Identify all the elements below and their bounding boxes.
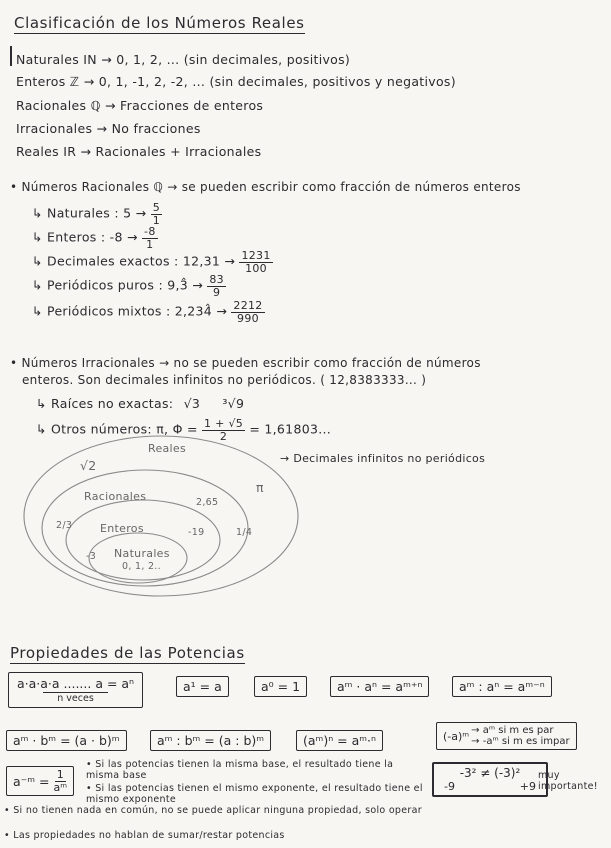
potencia-pot-pot: (aᵐ)ⁿ = aᵐ·ⁿ [296,730,383,751]
racional-item-enteros [32,226,158,250]
example-box [432,762,548,797]
page-title: Clasificación de los Números Reales [14,14,305,32]
set-irracionales: Irracionales → No fracciones [16,121,201,136]
note-mismo-exponente: • Si las potencias tienen el mismo exponente, el resultado tiene el mismo exponente [86,783,423,805]
racional-item-decimales [32,250,273,274]
def-sub: n veces [43,692,108,704]
label-sqrt2: √2 [80,458,97,473]
irracionales-line2: enteros. Son decimales infinitos no periódicos. ( 12,8383333... ) [22,373,427,387]
fraction [239,250,272,274]
raiz-3: √3 [183,396,201,411]
label-reales: Reales [148,442,187,455]
racional-item-periodicos-mixtos [32,300,265,324]
neg-exp-left: a⁻ᵐ = [13,773,50,789]
set-reales: Reales IR → Racionales + Irracionales [16,144,262,159]
item-label: ↳ Periódicos puros : 9,3̂ → [32,277,204,293]
label-pi: π [256,480,264,495]
phi-value: = 1,61803... [249,421,332,437]
label-naturales-vals: 0, 1, 2.. [122,561,161,572]
phi-num: 1 + √5 [204,417,244,430]
potencia-a0: a⁰ = 1 [254,676,307,697]
label-19: -19 [188,527,205,538]
label-265: 2,65 [196,497,219,508]
item-label: ↳ Decimales exactos : 12,31 → [32,253,236,269]
potencias-title: Propiedades de las Potencias [10,644,245,662]
raices-line [36,396,244,411]
fraction-num: 2212 [233,299,263,312]
example-plus9: +9 [519,780,536,793]
label-minus3: -3 [86,551,97,562]
label-2-3: 2/3 [56,520,73,531]
fraction-den: 1 [146,237,154,251]
raices-label: ↳ Raíces no exactas: [36,396,174,411]
set-racionales: Racionales ℚ → Fracciones de enteros [16,98,264,113]
fraction [231,300,264,324]
note-nada-comun: • Si no tienen nada en común, no se puede aplicar ninguna propiedad, solo operar [4,805,422,816]
fraction-num: 83 [209,273,224,286]
margin-bar [10,46,12,66]
fraction [207,274,226,298]
raiz-cubica-9: ³√9 [222,396,245,411]
example-top: -3² ≠ (-3)² [459,766,521,780]
fraction [142,226,158,250]
example-minus9: -9 [444,780,455,793]
neg-exp-fraction [54,769,68,793]
item-label: ↳ Enteros : -8 → [32,229,138,245]
fraction-den: 1 [152,213,161,227]
fraction-den: 100 [245,261,267,275]
muy-importante-note: muy importante! [538,770,598,793]
item-label: ↳ Periódicos mixtos : 2,234̂ → [32,303,228,319]
irracionales-line1: • Números Irracionales → no se pueden escribir como fracción de números [10,356,481,370]
reales-ellipse [24,436,298,596]
note-sumar-restar: • Las propiedades no hablan de sumar/restar potencias [4,830,285,841]
label-racionales: Racionales [84,490,147,503]
fraction-num: -8 [144,225,156,238]
fraction-den: 9 [213,285,221,299]
potencia-exponente-negativo [6,766,74,796]
racional-item-naturales [32,202,162,226]
neg-even: → aᵐ si m es par [471,725,554,736]
potencia-dist-cociente: aᵐ : bᵐ = (a : b)ᵐ [150,730,271,751]
potencia-a1: a¹ = a [176,676,229,697]
fraction-num: 5 [152,201,161,214]
def-main: a·a·a·a ....... a = aⁿ [17,676,135,691]
label-naturales: Naturales [114,547,170,560]
neg-cases [471,725,569,747]
neg-odd: → -aᵐ si m es impar [471,736,570,747]
neg-label: (-a)ᵐ [443,729,470,743]
example-bottom [440,780,540,793]
set-naturales: Naturales IN → 0, 1, 2, ... (sin decimales, positivos) [16,52,351,67]
racionales-heading: • Números Racionales ℚ → se pueden escribir como fracción de números enteros [10,180,521,194]
label-enteros: Enteros [100,522,144,535]
racional-item-periodicos-puros [32,274,226,298]
phi-den: 2 [219,429,228,443]
fraction [151,202,162,226]
potencia-producto: aᵐ · aⁿ = aᵐ⁺ⁿ [330,676,429,697]
potencia-cociente: aᵐ : aⁿ = aᵐ⁻ⁿ [452,676,552,697]
diagram-note: → Decimales infinitos no periódicos [280,452,486,465]
potencia-negativa-base [436,722,577,750]
neg-exp-den: aᵐ [53,780,68,794]
potencia-definicion [8,672,143,708]
fraction-num: 1231 [241,249,271,262]
label-quarter: 1/4 [236,527,253,538]
potencia-dist-producto: aᵐ · bᵐ = (a · b)ᵐ [6,730,127,751]
neg-exp-num: 1 [56,768,64,781]
note-misma-base: • Si las potencias tienen la misma base, el resultado tiene la misma base [86,759,394,781]
item-label: ↳ Naturales : 5 → [32,205,147,221]
set-enteros: Enteros ℤ → 0, 1, -1, 2, -2, ... (sin decimales, positivos y negativos) [16,74,456,89]
fraction-den: 990 [237,311,259,325]
otros-label: ↳ Otros números: π, Φ = [36,421,198,437]
